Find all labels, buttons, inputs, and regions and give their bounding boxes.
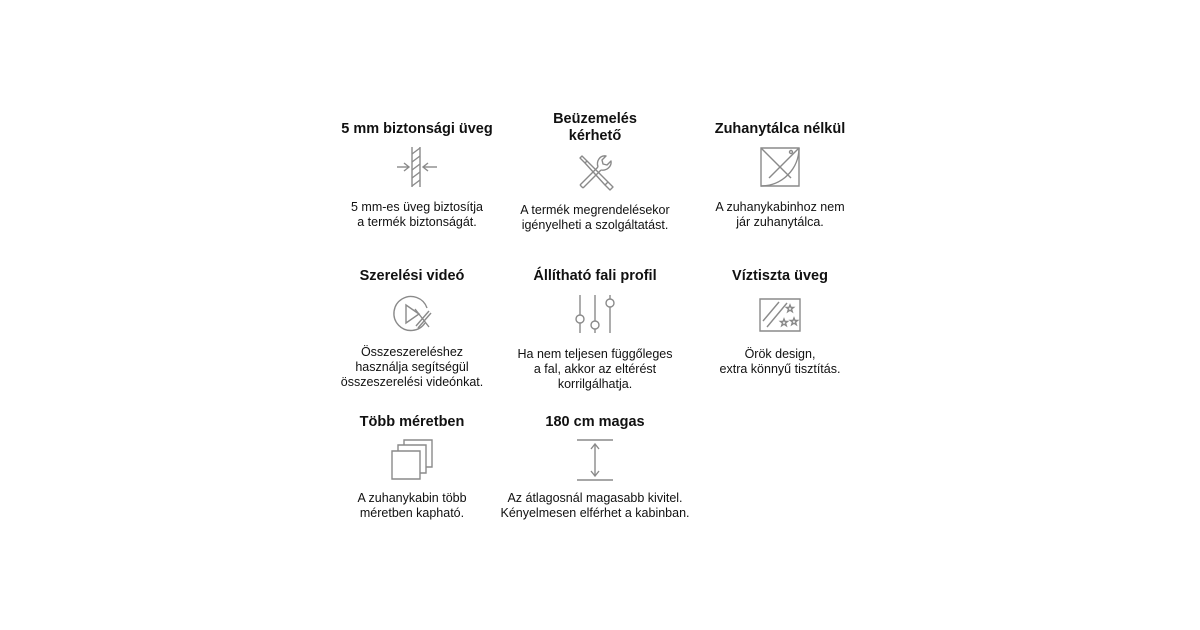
feature-title: Beüzemelés kérhető — [553, 111, 637, 144]
shower-tray-icon — [757, 144, 803, 190]
video-tools-icon — [389, 291, 435, 337]
feature-desc: Összeszereléshez használja segítségül összeszerelési videónkat. — [340, 345, 484, 389]
feature-desc: 5 mm-es üveg biztosítja a termék biztonságát. — [351, 200, 483, 229]
feature-title: 180 cm magas — [545, 414, 645, 430]
feature-clear-glass — [680, 268, 880, 377]
feature-desc: Ha nem teljesen függőleges a fal, akkor az eltérést korrilgálhatja. — [517, 347, 673, 391]
feature-title: Szerelési videó — [359, 268, 465, 284]
feature-safety-glass — [317, 121, 517, 230]
feature-multiple-sizes — [312, 414, 512, 521]
feature-install-video — [312, 268, 512, 390]
feature-title: Víztiszta üveg — [732, 268, 828, 284]
glass-thickness-icon — [394, 144, 440, 190]
feature-title: Több méretben — [359, 414, 465, 430]
feature-installation — [495, 111, 695, 233]
sliders-icon — [572, 291, 618, 337]
feature-desc: A termék megrendelésekor igényelheti a szolgáltatást. — [520, 203, 670, 232]
feature-desc: Örök design, extra könnyű tisztítás. — [719, 347, 841, 376]
tools-icon — [572, 149, 618, 195]
feature-height — [495, 414, 695, 521]
height-icon — [572, 437, 618, 483]
feature-desc: A zuhanykabin több méretben kapható. — [357, 491, 467, 520]
feature-title: Zuhanytálca nélkül — [714, 121, 846, 137]
clear-glass-icon — [757, 291, 803, 337]
feature-title: Állítható fali profil — [533, 268, 657, 284]
feature-no-shower-tray — [680, 121, 880, 230]
feature-title: 5 mm biztonsági üveg — [341, 121, 493, 137]
feature-desc: Az átlagosnál magasabb kivitel. Kényelmesen elférhet a kabinban. — [500, 491, 690, 520]
feature-adjustable-profile — [495, 268, 695, 392]
feature-desc: A zuhanykabinhoz nem jár zuhanytálca. — [715, 200, 845, 229]
sizes-icon — [389, 437, 435, 483]
